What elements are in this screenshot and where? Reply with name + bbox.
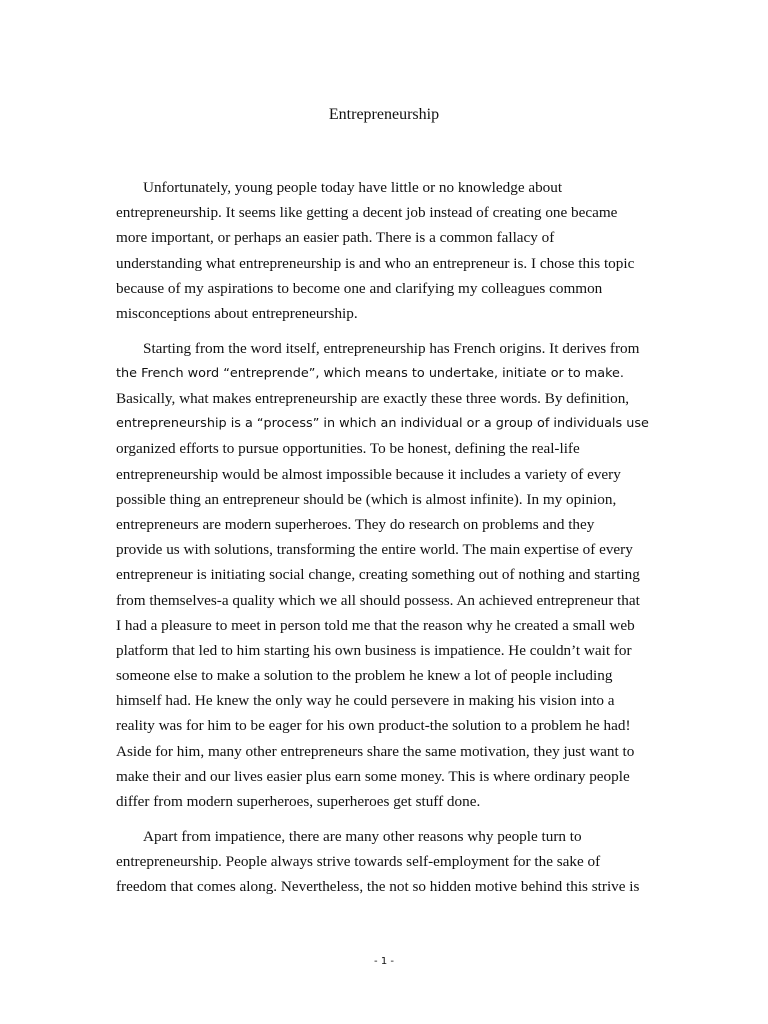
text-line: Starting from the word itself, entrepreneurship has French origins. It derives from: [143, 339, 640, 357]
text-line: entrepreneurship. People always strive towards self-employment for the sake of: [116, 852, 601, 870]
text-line: reality was for him to be eager for his own product-the solution to a problem he had!: [116, 717, 631, 735]
text-line: provide us with solutions, transforming the entire world. The main expertise of every: [116, 541, 633, 559]
text-line: platform that led to him starting his own business is impatience. He couldn’t wait for: [116, 641, 632, 659]
text-line: freedom that comes along. Nevertheless, the not so hidden motive behind this strive is: [116, 878, 640, 896]
text-line: entrepreneurship is a “process” in which an individual or a group of individuals use: [116, 416, 649, 432]
text-line: entrepreneurs are modern superheroes. They do research on problems and they: [116, 515, 595, 533]
text-line: differ from modern superheroes, superheroes get stuff done.: [116, 793, 481, 810]
text-line: himself had. He knew the only way he could persevere in making his vision into a: [116, 692, 615, 710]
text-line: entrepreneurship would be almost impossible because it includes a variety of every: [116, 465, 621, 483]
document-title: Entrepreneurship: [328, 106, 440, 123]
paragraph-1: [116, 175, 652, 326]
text-line: more important, or perhaps an easier path. There is a common fallacy of: [116, 229, 555, 247]
text-line: possible thing an entrepreneur should be (which is almost infinite). In my opinion,: [116, 490, 617, 508]
text-line: the French word “entreprende”, which means to undertake, initiate or to make.: [116, 365, 624, 381]
text-line: Aside for him, many other entrepreneurs share the same motivation, they just want to: [116, 742, 635, 760]
text-line: understanding what entrepreneurship is and who an entrepreneur is. I chose this topic: [116, 254, 635, 272]
text-line: entrepreneur is initiating social change, creating something out of nothing and starting: [116, 566, 640, 584]
page-number: - 1 -: [374, 956, 394, 967]
text-line: make their and our lives easier plus earn some money. This is where ordinary people: [116, 767, 630, 785]
text-line: from themselves-a quality which we all should possess. An achieved entrepreneur that: [116, 591, 640, 609]
text-line: Unfortunately, young people today have little or no knowledge about: [143, 179, 563, 196]
text-line: entrepreneurship. It seems like getting a decent job instead of creating one became: [116, 204, 618, 222]
paragraph-3: [116, 824, 652, 900]
text-line: Apart from impatience, there are many other reasons why people turn to: [143, 827, 582, 845]
text-line: someone else to make a solution to the problem he knew a lot of people including: [116, 667, 613, 685]
document-body: [116, 175, 652, 909]
paragraph-2: [116, 336, 652, 815]
text-line: Basically, what makes entrepreneurship are exactly these three words. By definition,: [116, 390, 630, 407]
text-line: I had a pleasure to meet in person told me that the reason why he created a small web: [116, 616, 635, 634]
text-line: organized efforts to pursue opportunities. To be honest, defining the real-life: [116, 440, 580, 458]
text-line: misconceptions about entrepreneurship.: [116, 304, 358, 322]
text-line: because of my aspirations to become one and clarifying my colleagues common: [116, 279, 603, 297]
